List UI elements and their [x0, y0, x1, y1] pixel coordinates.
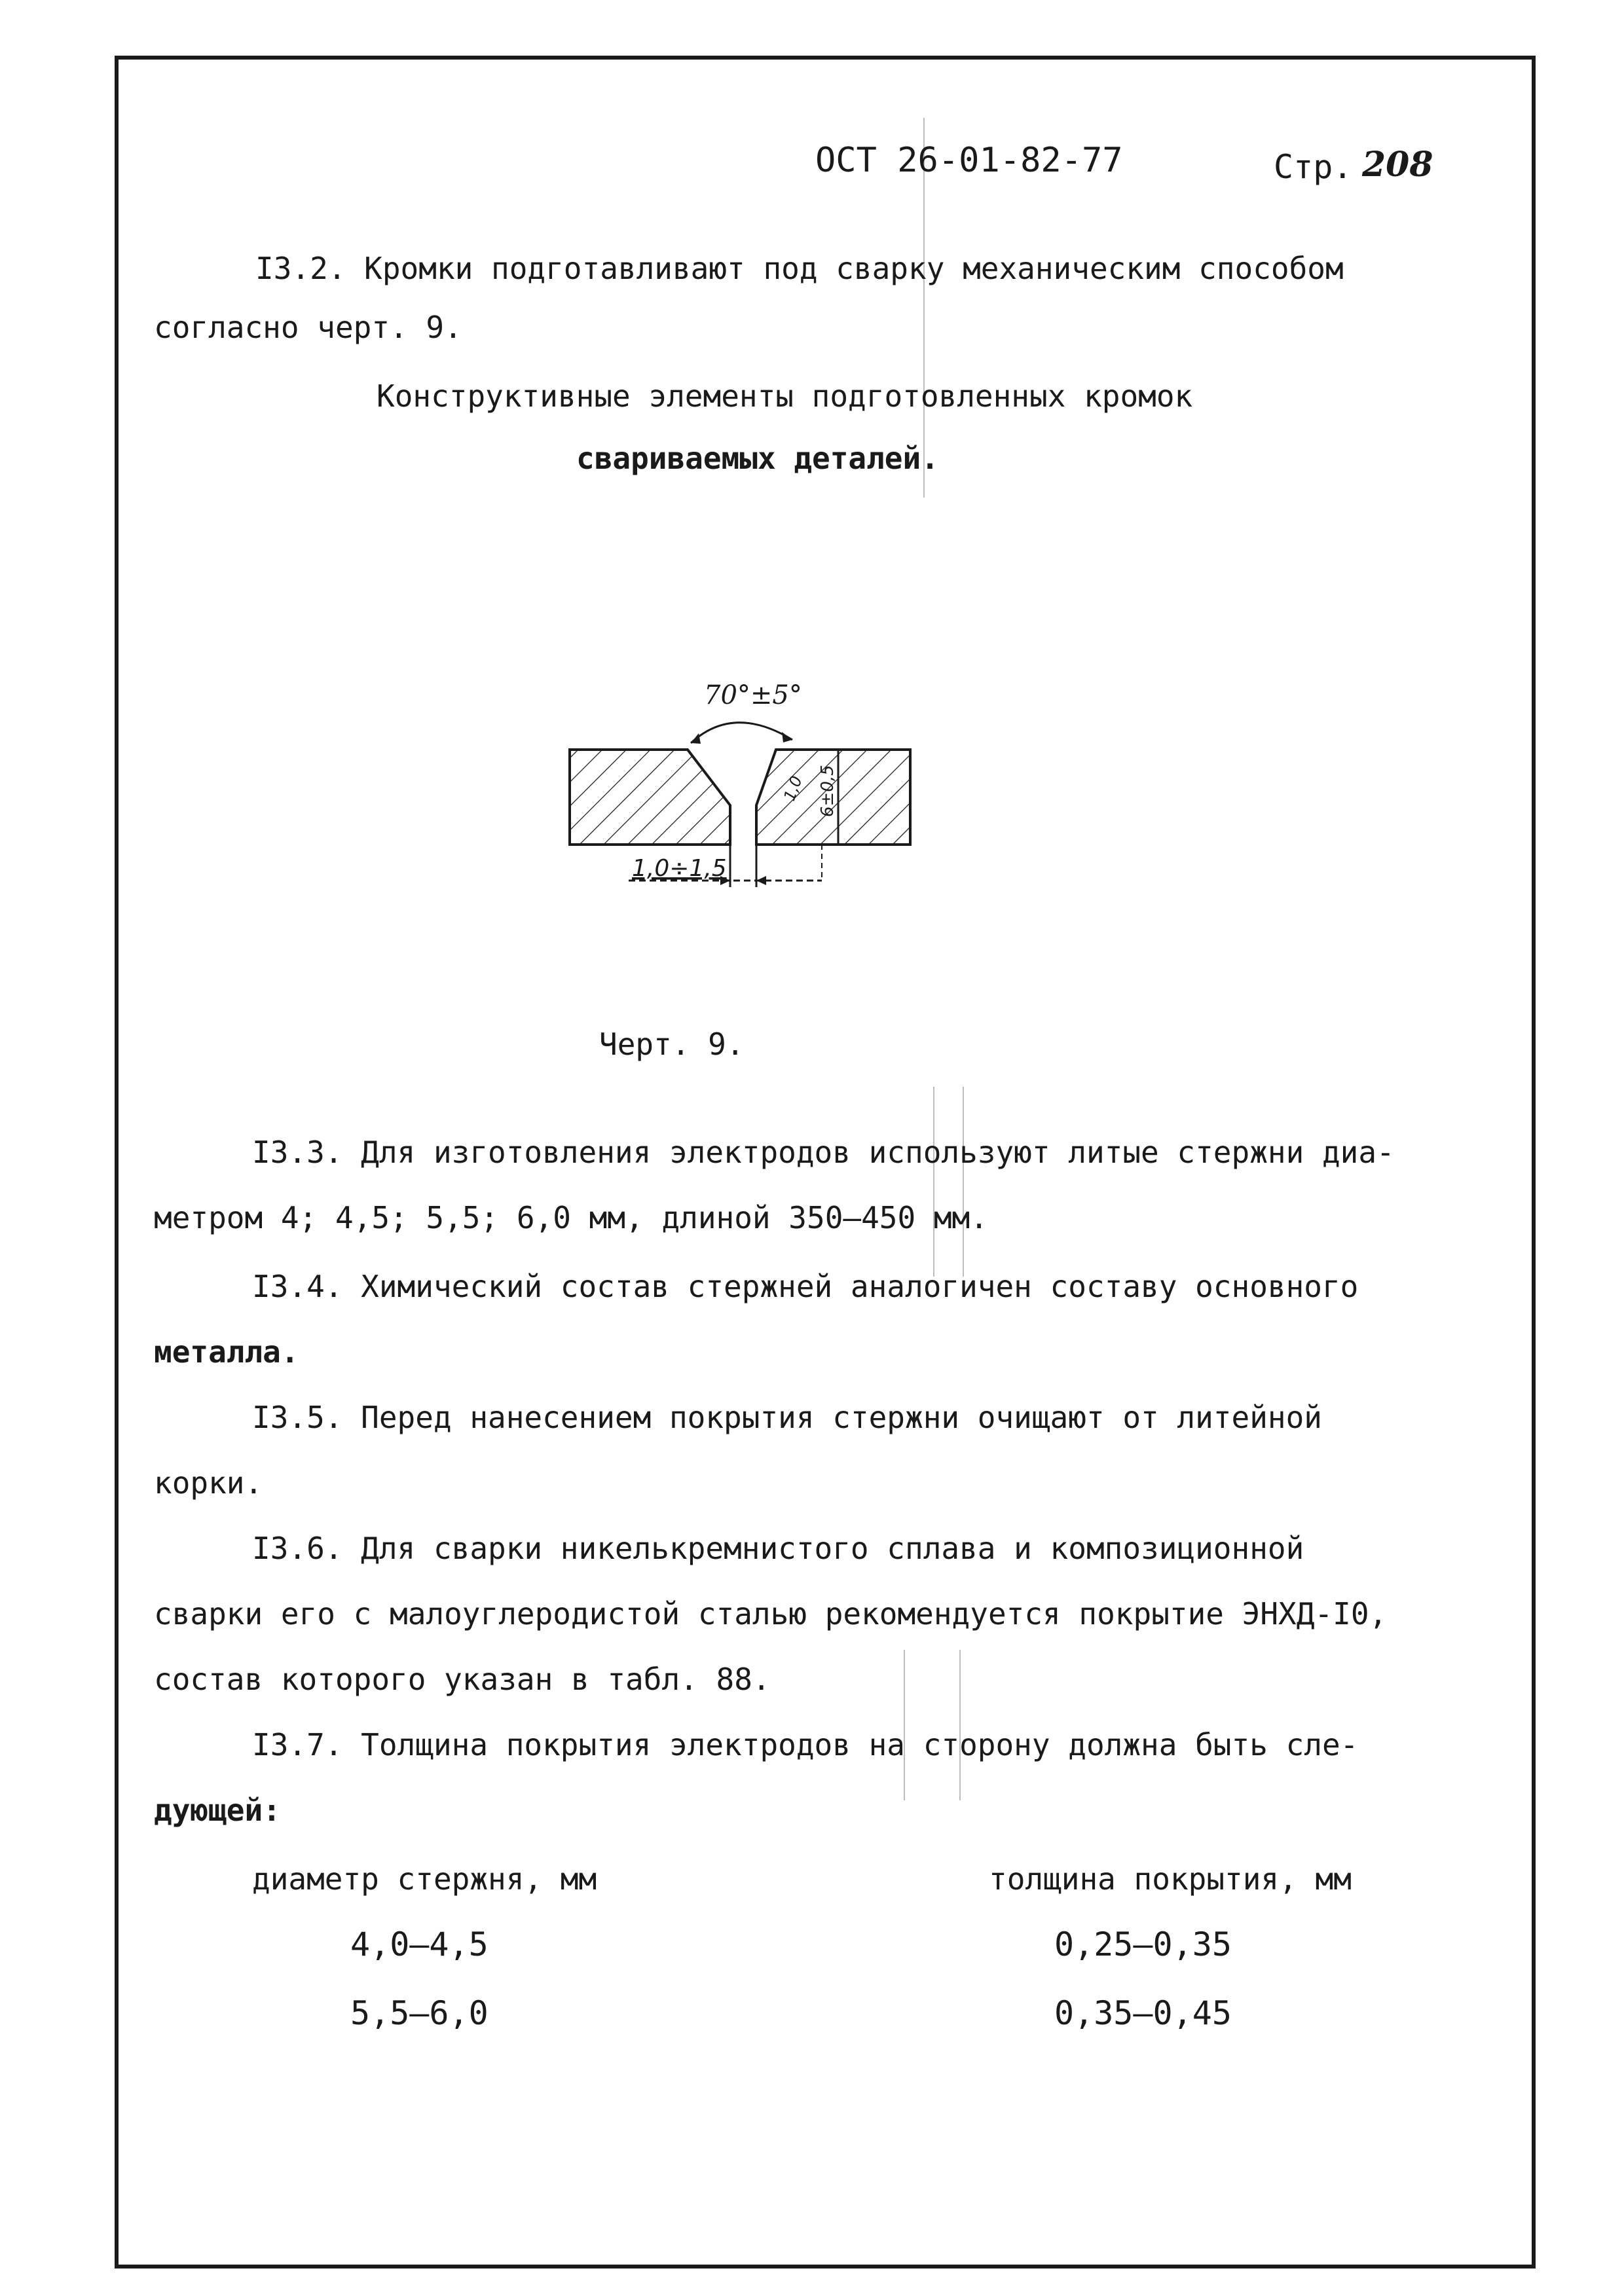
figure-subtitle-line-1: Конструктивные элементы подготовленных кромок	[377, 378, 1193, 414]
table-cell-diameter: 5,5–6,0	[350, 1994, 489, 2032]
root-face-label: 1,0	[780, 773, 806, 804]
left-plate	[570, 750, 730, 845]
page-label: Стр.	[1274, 148, 1353, 186]
angle-label: 70°±5°	[704, 680, 802, 710]
table-cell-thickness: 0,35–0,45	[1054, 1994, 1232, 2032]
paragraph-13-5-line-2: корки.	[154, 1465, 263, 1501]
paragraph-13-7-line-1: I3.7. Толщина покрытия электродов на сторону должна быть сле-	[252, 1727, 1359, 1762]
thickness-label: 6±0,5	[818, 765, 838, 817]
table-cell-thickness: 0,25–0,35	[1054, 1925, 1232, 1963]
angle-arc	[691, 723, 792, 743]
weld-edge-drawing	[563, 668, 930, 894]
page-number: 208	[1362, 145, 1433, 185]
paragraph-13-6-line-3: состав которого указан в табл. 88.	[154, 1662, 771, 1697]
paragraph-13-5-line-1: I3.5. Перед нанесением покрытия стержни очищают от литейной	[252, 1400, 1322, 1435]
paragraph-13-4-line-1: I3.4. Химический состав стержней аналогичен составу основного	[252, 1269, 1359, 1304]
table-header-thickness: толщина покрытия, мм	[989, 1861, 1352, 1897]
figure-subtitle-line-2: свариваемых деталей.	[576, 441, 939, 476]
paragraph-13-3-line-1: I3.3. Для изготовления электродов используют литые стержни диа-	[252, 1135, 1395, 1170]
scan-line	[933, 1087, 934, 1277]
figure-caption: Черт. 9.	[599, 1027, 745, 1062]
paragraph-13-6-line-1: I3.6. Для сварки никелькремнистого сплава и композиционной	[252, 1531, 1304, 1566]
table-header-diameter: диаметр стержня, мм	[252, 1861, 597, 1897]
document-code: ОСТ 26-01-82-77	[815, 141, 1123, 180]
paragraph-13-2-line-2: согласно черт. 9.	[154, 310, 462, 345]
paragraph-13-6-line-2: сварки его с малоуглеродистой сталью рекомендуется покрытие ЭНХД-I0,	[154, 1596, 1388, 1631]
gap-label: 1,0÷1,5	[632, 855, 727, 882]
paragraph-13-2-line-1: I3.2. Кромки подготавливают под сварку механическим способом	[255, 251, 1344, 286]
paragraph-13-7-line-2: дующей:	[154, 1793, 281, 1828]
paragraph-13-4-line-2: металла.	[154, 1334, 299, 1370]
paragraph-13-3-line-2: метром 4; 4,5; 5,5; 6,0 мм, длиной 350–450 мм.	[154, 1200, 988, 1235]
scan-line	[963, 1087, 964, 1277]
table-cell-diameter: 4,0–4,5	[350, 1925, 489, 1963]
